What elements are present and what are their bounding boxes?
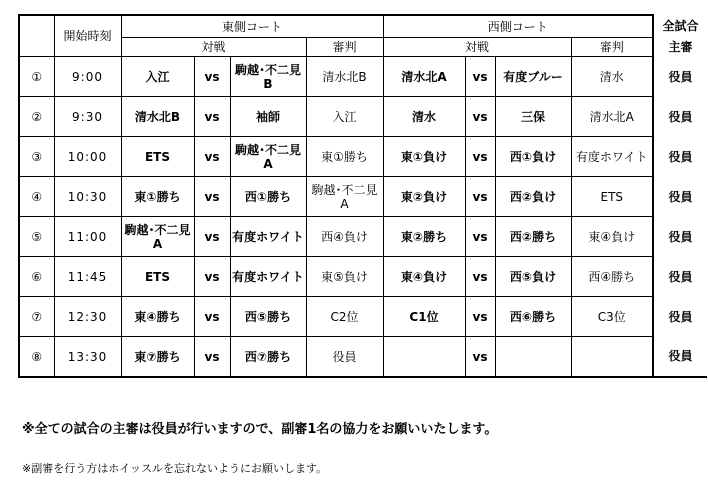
east-team-b: 西⑤勝ち — [230, 297, 306, 337]
schedule-row — [19, 57, 707, 97]
start-time: 12:30 — [54, 297, 121, 337]
all-games-label: 全試合 — [662, 19, 699, 34]
main-referee: 役員 — [668, 149, 693, 164]
main-referee: 役員 — [653, 337, 707, 378]
east-team-a: ETS — [121, 257, 194, 297]
west-court-header: 西側コート — [383, 15, 653, 38]
schedule-row — [19, 257, 707, 297]
main-referee: 役員 — [668, 69, 693, 84]
match-number: ③ — [19, 137, 54, 177]
west-referee: C3位 — [571, 297, 653, 337]
west-vs: vs — [465, 137, 495, 177]
east-vs: vs — [194, 177, 230, 217]
east-vs: vs — [194, 97, 230, 137]
match-number: ④ — [19, 177, 54, 217]
west-team-a: 東①負け — [383, 137, 465, 177]
west-team-a: 清水北A — [383, 57, 465, 97]
match-number: ⑧ — [19, 337, 54, 378]
main-referee: 役員 — [668, 309, 693, 324]
east-referee: 入江 — [306, 97, 383, 137]
east-team-b: 西⑦勝ち — [230, 337, 306, 378]
east-team-a: 東⑦勝ち — [121, 337, 194, 378]
main-referee: 役員 — [668, 229, 693, 244]
west-team-b: 西⑥勝ち — [495, 297, 571, 337]
schedule-row — [19, 97, 707, 137]
east-vs: vs — [194, 297, 230, 337]
east-vs: vs — [194, 337, 230, 378]
start-time: 10:30 — [54, 177, 121, 217]
east-vs: vs — [194, 257, 230, 297]
head-referee-label: 主審 — [668, 40, 693, 54]
start-time: 13:30 — [54, 337, 121, 378]
match-number: ② — [19, 97, 54, 137]
match-number: ① — [19, 57, 54, 97]
west-team-b: 有度ブルー — [495, 57, 571, 97]
west-vs: vs — [465, 57, 495, 97]
west-referee: 清水北A — [571, 97, 653, 137]
east-referee: 東⑤負け — [306, 257, 383, 297]
east-team-b: 有度ホワイト — [230, 217, 306, 257]
start-time: 9:30 — [54, 97, 121, 137]
start-time: 11:00 — [54, 217, 121, 257]
east-team-a: ETS — [121, 137, 194, 177]
east-referee: 西④負け — [306, 217, 383, 257]
east-team-b: 駒越･不二見B — [230, 57, 306, 97]
east-referee-header: 審判 — [306, 38, 383, 57]
schedule-table — [18, 14, 707, 378]
schedule-row — [19, 297, 707, 337]
start-time-header: 開始時刻 — [54, 15, 121, 57]
west-team-a: 東②負け — [383, 177, 465, 217]
main-referee: 役員 — [668, 109, 693, 124]
schedule-row — [19, 137, 707, 177]
schedule-row — [19, 217, 707, 257]
west-team-a: 東②勝ち — [383, 217, 465, 257]
east-court-header: 東側コート — [121, 15, 383, 38]
corner-cell — [19, 15, 54, 57]
west-referee: 有度ホワイト — [571, 137, 653, 177]
west-match-header: 対戦 — [383, 38, 571, 57]
west-team-b: 西②勝ち — [495, 217, 571, 257]
west-team-b: 三保 — [495, 97, 571, 137]
note-whistle: ※副審を行う方はホイッスルを忘れないようにお願いします。 — [22, 462, 328, 475]
east-team-a: 駒越･不二見A — [121, 217, 194, 257]
west-referee-header: 審判 — [571, 38, 653, 57]
west-vs: vs — [465, 177, 495, 217]
east-referee: 駒越･不二見A — [306, 177, 383, 217]
west-vs: vs — [465, 217, 495, 257]
west-referee: 清水 — [571, 57, 653, 97]
start-time: 9:00 — [54, 57, 121, 97]
east-team-b: 袖師 — [230, 97, 306, 137]
west-vs: vs — [465, 337, 495, 378]
schedule-row — [19, 337, 707, 378]
east-team-a: 清水北B — [121, 97, 194, 137]
west-team-a: 東④負け — [383, 257, 465, 297]
west-referee: 西④勝ち — [571, 257, 653, 297]
match-number: ⑦ — [19, 297, 54, 337]
east-vs: vs — [194, 57, 230, 97]
west-team-b: 西②負け — [495, 177, 571, 217]
east-match-header: 対戦 — [121, 38, 306, 57]
east-referee: C2位 — [306, 297, 383, 337]
east-team-b: 西①勝ち — [230, 177, 306, 217]
start-time: 11:45 — [54, 257, 121, 297]
west-referee: 東④負け — [571, 217, 653, 257]
match-number: ⑤ — [19, 217, 54, 257]
note-main-referee: ※全ての試合の主審は役員が行いますので、副審1名の協力をお願いいたします。 — [22, 422, 498, 437]
east-team-b: 駒越･不二見A — [230, 137, 306, 177]
east-team-a: 入江 — [121, 57, 194, 97]
west-team-b: 西⑤負け — [495, 257, 571, 297]
west-team-a: 清水 — [383, 97, 465, 137]
west-team-a: C1位 — [383, 297, 465, 337]
west-team-b: 西①負け — [495, 137, 571, 177]
east-referee: 役員 — [306, 337, 383, 378]
west-vs: vs — [465, 297, 495, 337]
schedule-row — [19, 177, 707, 217]
east-team-a: 東①勝ち — [121, 177, 194, 217]
west-vs: vs — [465, 257, 495, 297]
west-referee: ETS — [571, 177, 653, 217]
main-referee: 役員 — [668, 269, 693, 284]
east-referee: 東①勝ち — [306, 137, 383, 177]
match-number: ⑥ — [19, 257, 54, 297]
west-team-b — [495, 337, 571, 378]
west-referee — [571, 337, 653, 378]
west-team-a — [383, 337, 465, 378]
east-vs: vs — [194, 137, 230, 177]
east-referee: 清水北B — [306, 57, 383, 97]
east-team-b: 有度ホワイト — [230, 257, 306, 297]
east-team-a: 東④勝ち — [121, 297, 194, 337]
west-vs: vs — [465, 97, 495, 137]
east-vs: vs — [194, 217, 230, 257]
main-referee: 役員 — [668, 189, 693, 204]
start-time: 10:00 — [54, 137, 121, 177]
